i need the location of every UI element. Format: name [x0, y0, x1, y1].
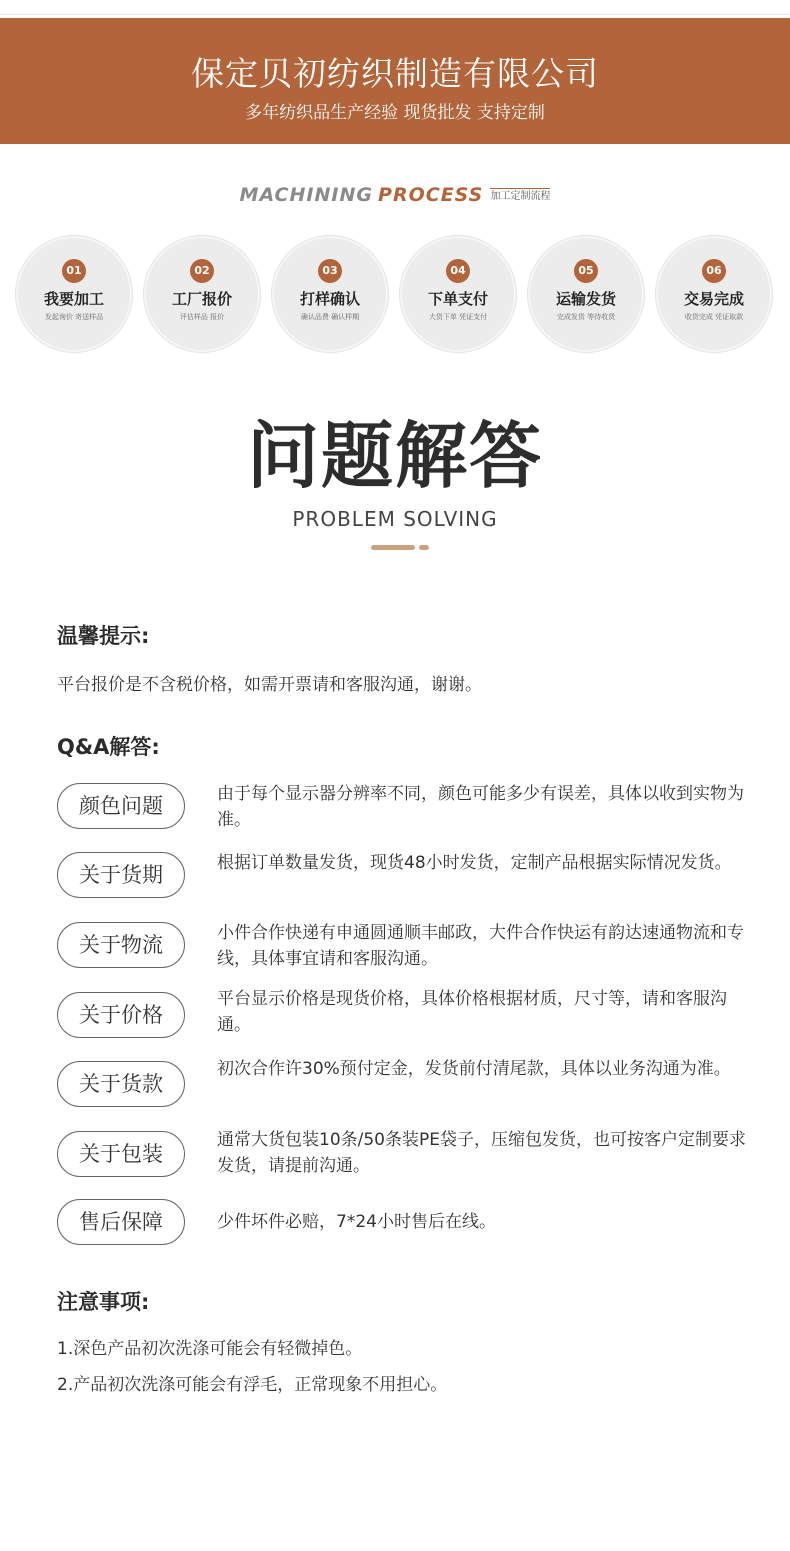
decorative-bar: [371, 545, 415, 550]
step-number-badge: 06: [702, 259, 726, 283]
process-heading-en-1: MACHINING: [239, 184, 373, 206]
qa-answer: 小件合作快递有申通圆通顺丰邮政，大件合作快运有韵达速通物流和专线，具体事宜请和客服沟通。: [217, 923, 744, 969]
step-name: 交易完成: [683, 290, 744, 308]
qa-label-pill: 售后保障: [57, 1199, 185, 1245]
note-item: 2.产品初次洗涤可能会有浮毛，正常现象不用担心。: [57, 1375, 448, 1395]
decorative-dot: [419, 545, 429, 550]
note-item: 1.深色产品初次洗涤可能会有轻微掉色。: [57, 1339, 363, 1359]
step-description: 收货完成 凭证取款: [684, 313, 744, 321]
step-name: 运输发货: [555, 290, 616, 308]
company-banner: [0, 18, 790, 144]
qa-answer: 平台显示价格是现货价格，具体价格根据材质，尺寸等，请和客服沟通。: [217, 989, 727, 1035]
step-name: 工厂报价: [171, 290, 232, 308]
qa-label-pill: 关于包装: [57, 1131, 185, 1177]
process-heading: [0, 184, 790, 206]
qa-answer: 初次合作许30%预付定金，发货前付清尾款，具体以业务沟通为准。: [217, 1059, 731, 1079]
top-divider: [0, 0, 790, 15]
qa-answer: 通常大货包装10条/50条装PE袋子，压缩包发货，也可按客户定制要求发货，请提前沟通。: [217, 1130, 746, 1176]
notes-title: 注意事项:: [57, 1290, 150, 1314]
process-step: [272, 236, 388, 352]
step-name: 下单支付: [427, 290, 488, 308]
step-number-badge: 05: [574, 259, 598, 283]
company-slogan: 多年纺织品生产经验 现货批发 支持定制: [245, 103, 545, 123]
faq-subtitle: PROBLEM SOLVING: [292, 507, 498, 531]
process-heading-cn: 加工定制流程: [490, 188, 550, 202]
process-step: [528, 236, 644, 352]
process-steps: [16, 236, 776, 352]
qa-answer: 根据订单数量发货，现货48小时发货，定制产品根据实际情况发货。: [217, 853, 732, 873]
faq-title: 问题解答: [246, 414, 543, 498]
qa-label-pill: 关于货款: [57, 1061, 185, 1107]
qa-label-pill: 颜色问题: [57, 783, 185, 829]
step-name: 打样确认: [299, 290, 360, 308]
step-name: 我要加工: [43, 290, 104, 308]
step-number-badge: 03: [318, 259, 342, 283]
qa-label-pill: 关于价格: [57, 992, 185, 1038]
process-heading-en-2: PROCESS: [378, 184, 484, 206]
qa-answer: 由于每个显示器分辨率不同，颜色可能多少有误差，具体以收到实物为准。: [217, 784, 744, 830]
tips-text: 平台报价是不含税价格，如需开票请和客服沟通，谢谢。: [57, 675, 482, 695]
step-number-badge: 02: [190, 259, 214, 283]
step-description: 完成发货 等待收货: [556, 313, 616, 321]
step-description: 评估样品 报价: [179, 313, 225, 321]
step-description: 确认品费 确认样期: [300, 313, 360, 321]
qa-answer: 少件坏件必赔，7*24小时售后在线。: [217, 1212, 496, 1232]
process-step: [144, 236, 260, 352]
step-description: 大货下单 凭证支付: [428, 313, 488, 321]
step-description: 发起询价 寄送样品: [44, 313, 104, 321]
company-name: 保定贝初纺织制造有限公司: [191, 54, 599, 93]
process-step: [16, 236, 132, 352]
qa-title: Q&A解答:: [57, 735, 160, 759]
qa-label-pill: 关于物流: [57, 922, 185, 968]
tips-title: 温馨提示:: [57, 624, 150, 648]
qa-label-pill: 关于货期: [57, 852, 185, 898]
process-step: [400, 236, 516, 352]
step-number-badge: 01: [62, 259, 86, 283]
step-number-badge: 04: [446, 259, 470, 283]
process-step: [656, 236, 772, 352]
